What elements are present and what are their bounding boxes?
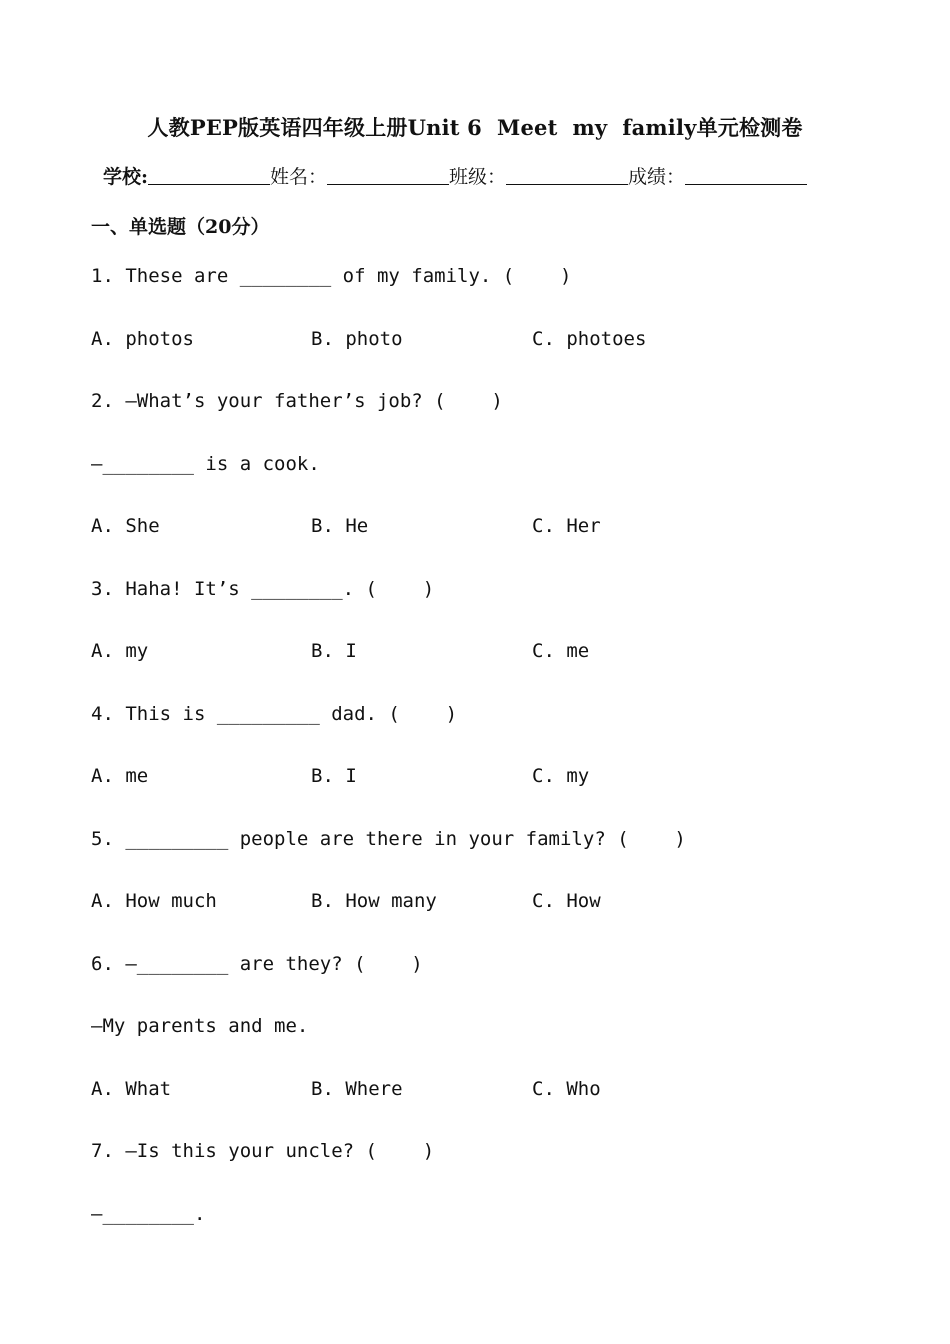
question-6-option-b: B. Where	[311, 1078, 403, 1100]
question-7-stem: 7. —Is this your uncle? ( )	[91, 1140, 435, 1162]
question-5-stem: 5. _________ people are there in your family? ( )	[91, 828, 686, 850]
question-6-stem: 6. —________ are they? ( )	[91, 953, 423, 975]
question-6-option-a: A. What	[91, 1078, 172, 1100]
question-5-option-c: C. How	[532, 890, 601, 912]
school-blank	[148, 166, 270, 185]
section-heading: 一、单选题（20分）	[91, 216, 270, 238]
question-6-option-c: C. Who	[532, 1078, 601, 1100]
question-2-option-a: A. She	[91, 515, 160, 537]
question-2-answer-line: —________ is a cook.	[91, 453, 320, 475]
question-3-option-a: A. my	[91, 640, 149, 662]
question-4-option-b: B. I	[311, 765, 357, 787]
question-1-option-c: C. photoes	[532, 328, 647, 350]
question-5-option-b: B. How many	[311, 890, 437, 912]
name-label: 姓名：	[270, 166, 328, 188]
question-1-option-a: A. photos	[91, 328, 194, 350]
question-2-option-b: B. He	[311, 515, 369, 537]
question-7-answer-line: —________.	[91, 1203, 206, 1225]
question-3-stem: 3. Haha! It’s ________. ( )	[91, 578, 435, 600]
question-1-stem: 1. These are ________ of my family. ( )	[91, 265, 572, 287]
score-blank	[685, 166, 807, 185]
score-label: 成绩：	[628, 166, 686, 188]
question-2-stem: 2. —What’s your father’s job? ( )	[91, 390, 503, 412]
question-5-option-a: A. How much	[91, 890, 217, 912]
name-blank	[327, 166, 449, 185]
question-1-option-b: B. photo	[311, 328, 403, 350]
question-4-stem: 4. This is _________ dad. ( )	[91, 703, 458, 725]
class-blank	[506, 166, 628, 185]
question-4-option-a: A. me	[91, 765, 149, 787]
school-label: 学校:	[103, 166, 149, 188]
question-3-option-b: B. I	[311, 640, 357, 662]
question-6-answer-line: —My parents and me.	[91, 1015, 309, 1037]
class-label: 班级：	[449, 166, 507, 188]
student-info-row	[103, 162, 903, 189]
question-3-option-c: C. me	[532, 640, 590, 662]
question-4-option-c: C. my	[532, 765, 590, 787]
page-title: 人教PEP版英语四年级上册Unit 6 Meet my family单元检测卷	[147, 115, 803, 140]
question-2-option-c: C. Her	[532, 515, 601, 537]
